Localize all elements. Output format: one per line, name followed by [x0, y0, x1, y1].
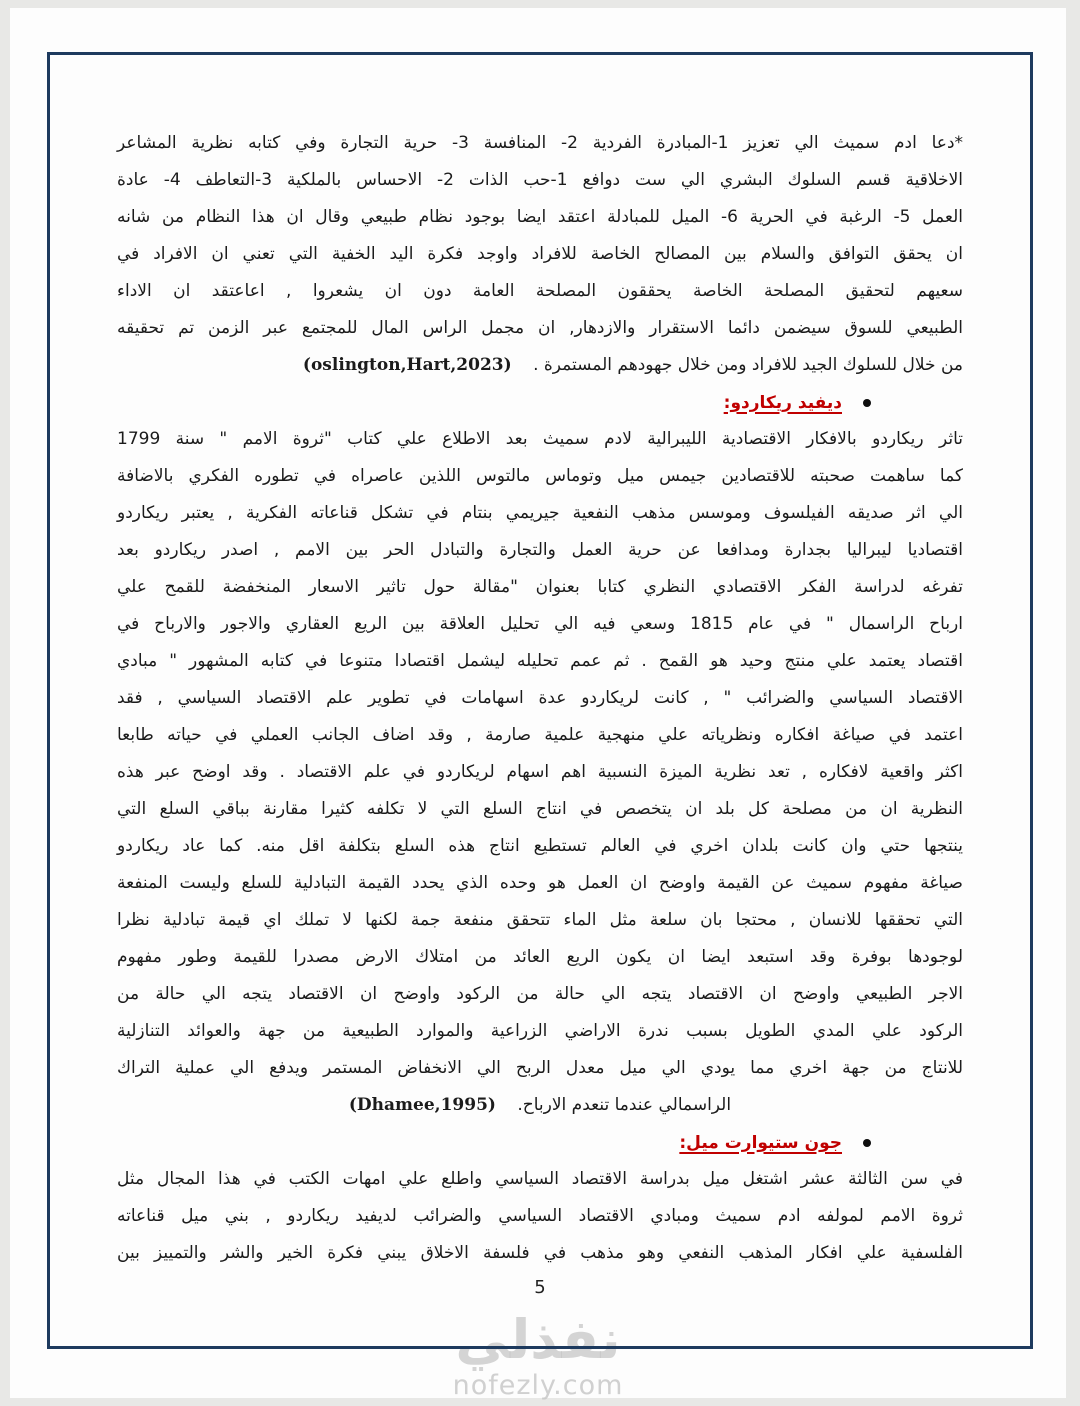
watermark-domain: nofezly.com	[452, 1370, 624, 1401]
text-line: *دعا ادم سميث الي تعزيز 1-المبادرة الفردية 2- المنافسة 3- حرية التجارة وفي كتابه نظرية المشاعر	[117, 133, 964, 153]
text-line: اقتصاديا ليبراليا بجدارة ومدافعا عن حرية العمل والتجارة والتبادل الحر بين الامم , اصدر ريكاردو بعد	[117, 540, 963, 560]
text-line: العمل 5- الرغبة في الحرية 6- الميل للمبادلة اعتقد ايضا بوجود نظام طبيعي وقال ان هذا النظام من شانه	[117, 207, 963, 227]
page-border-frame	[47, 52, 1033, 1349]
watermark-logo: نفذلي	[455, 1308, 621, 1371]
closing-text: من خلال للسلوك الجيد للافراد ومن خلال جهودهم المستمرة .	[533, 355, 963, 375]
text-line	[117, 347, 963, 384]
page-sheet	[10, 8, 1066, 1401]
bullet-icon	[863, 1139, 871, 1147]
text-line: الاقتصاد السياسي والضرائب " , كانت لريكاردو عدة اسهامات في تطوير علم الاقتصاد السياسي , فقد	[117, 688, 963, 708]
text-line: تاثر ريكاردو بالافكار الاقتصادية الليبرالية لادم سميث بعد الاطلاع علي كتاب "ثروة الامم " سنة 1799	[117, 429, 963, 449]
section-david-ricardo	[117, 421, 963, 1124]
text-line: الي اثر صديقه الفيلسوف وموسس مذهب النفعية جيريمي بنتام في تشكل قناعاته الفكرية , يعتبر ريكاردو	[117, 503, 963, 523]
section-heading: جون ستيوارت ميل:	[679, 1132, 842, 1153]
section-heading-row-john-stuart-mill	[117, 1124, 963, 1161]
text-line: صياغة مفهوم سميث عن القيمة واوضح ان العمل هو وحده الذي يحدد القيمة التبادلية للسلع وليست المنفعة	[117, 873, 963, 893]
text-line	[117, 1087, 963, 1124]
section-heading-row-david-ricardo	[117, 384, 963, 421]
closing-text: الراسمالي عندما تنعدم الارباح.	[517, 1095, 732, 1115]
text-line: التي تحققها للانسان , محتجا بان سلعة مثل الماء تتحقق منفعة جمة لكنها لا تملك اي قيمة تبادلية نظرا	[117, 910, 963, 930]
page-number: 5	[534, 1277, 546, 1298]
text-line: سعيهم لتحقيق المصلحة الخاصة يحققون المصلحة العامة دون ان يشعروا , اعاعتقد ان الاداء	[117, 281, 963, 301]
text-line: الاجر الطبيعي واوضح ان الاقتصاد يتجه الي حالة من الركود واوضح ان الاقتصاد يتجه الي حالة من	[117, 984, 963, 1004]
bullet-icon	[863, 399, 871, 407]
text-line: الفلسفية علي افكار المذهب النفعي وهو مذهب في فلسفة الاخلاق يبني فكرة الخير والشر والتمييز بين	[117, 1243, 963, 1263]
text-line: ارباح الراسمال " في عام 1815 وسعي فيه الي تحليل العلاقة بين الريع العقاري والاجور والارباح في	[117, 614, 963, 634]
text-line: النظرية ان من مصلحة كل بلد ان يتخصص في انتاج السلع التي لا تكلفه كثيرا مقارنة بباقي السلع التي	[117, 799, 963, 819]
text-line: الركود علي المدي الطويل بسبب ندرة الاراضي الزراعية والموارد الطبيعية من جهة والعوائد التنازلية	[117, 1021, 963, 1041]
section-john-stuart-mill	[117, 1161, 963, 1272]
intro-paragraph	[117, 125, 963, 384]
text-line: للانتاج من جهة اخري مما يودي الي ميل معدل الربح الي الانخفاض المستمر ويدفع الي عملية التراك	[117, 1058, 963, 1078]
text-line: اكثر واقعية لافكاره , تعد نظرية الميزة النسبية اهم اسهام لريكاردو في علم الاقتصاد . وقد اوضح عبر هذه	[117, 762, 963, 782]
text-line: لوجودها بوفرة وقد استبعد ايضا ان يكون الريع العائد من امتلاك الارض مصدرا للقيمة وطور مفهوم	[117, 947, 963, 967]
text-line: الاخلاقية قسم السلوك البشري الي ست دوافع 1-حب الذات 2- الاحساس بالملكية 3-التعاطف 4- عادة	[117, 170, 963, 190]
text-line: كما ساهمت صحبته للاقتصادين جيمس ميل وتوماس مالتوس اللذين عاصراه في تطوره الفكري بالاضافة	[117, 466, 963, 486]
text-line: في سن الثالثة عشر اشتغل ميل بدراسة الاقتصاد السياسي واطلع علي امهات الكتب في هذا المجال مثل	[117, 1169, 963, 1189]
citation: (oslington,Hart,2023)	[302, 355, 512, 375]
text-line: ان يحقق التوافق والسلام بين المصالح الخاصة للافراد واوجد فكرة اليد الخفية التي تعني ان الافراد في	[117, 244, 963, 264]
citation: (Dhamee,1995)	[348, 1095, 496, 1115]
text-line: اعتمد في صياغة افكاره ونظرياته علي منهجية علمية صارمة , وقد اضاف الجانب العملي في حياته طابعا	[117, 725, 963, 745]
text-line: تفرغه لدراسة الفكر الاقتصادي النظري كتابا بعنوان "مقالة حول تاثير الاسعار المنخفضة للقمح علي	[117, 577, 963, 597]
text-line: ينتجها حتي وان كانت بلدان اخري في العالم تستطيع انتاج هذه السلع بتكلفة اقل منه. كما عاد ريكاردو	[117, 836, 963, 856]
document-body	[50, 55, 1030, 1272]
text-line: ثروة الامم لمولفه ادم سميث ومبادي الاقتصاد السياسي والضرائب لديفيد ريكاردو , بني ميل قناعاته	[117, 1206, 963, 1226]
text-line: اقتصاد يعتمد علي منتج وحيد هو القمح . ثم عمم تحليله ليشمل اقتصادا متنوعا في كتابه المشهور " مبادي	[117, 651, 963, 671]
section-heading: ديفيد ريكاردو:	[723, 392, 842, 413]
text-line: الطبيعي للسوق سيضمن دائما الاستقرار والازدهار, ان مجمل الراس المال للمجتمع عبر الزمن تم تحقيقه	[117, 318, 963, 338]
